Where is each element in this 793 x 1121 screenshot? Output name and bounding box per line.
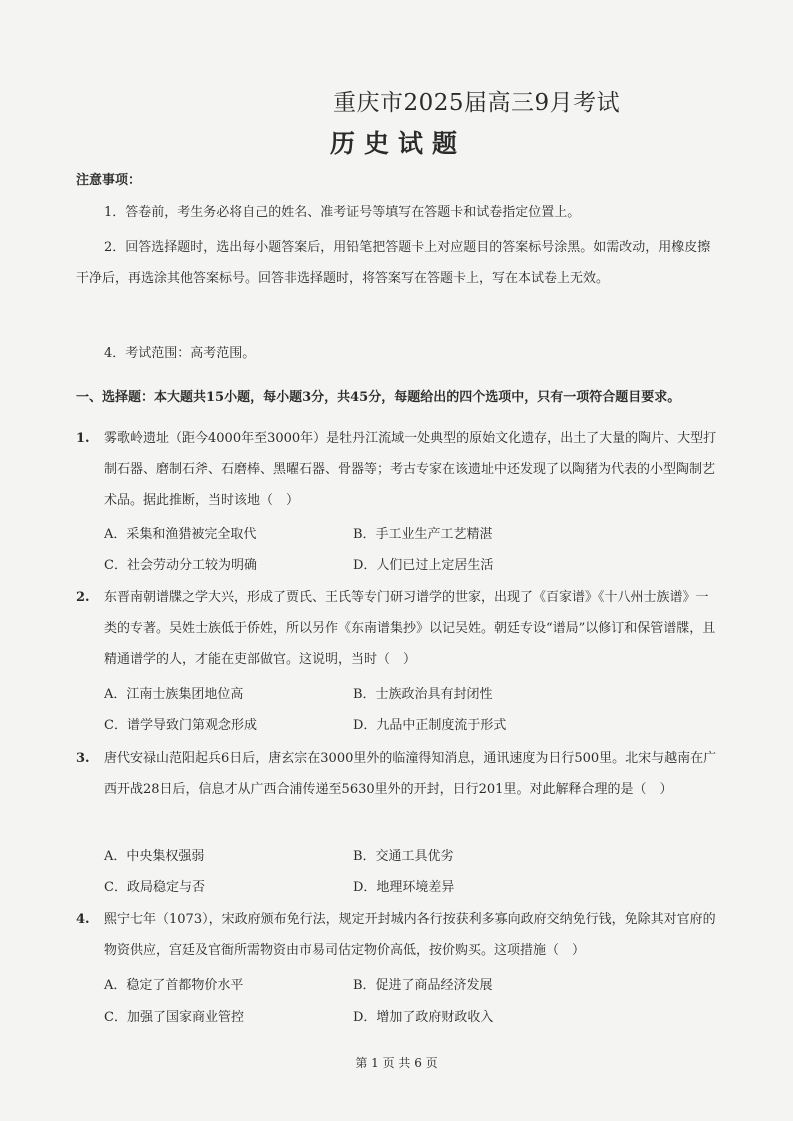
option-b: B．手工业生产工艺精湛 (353, 527, 493, 542)
option-c: C．谱学导致门第观念形成 (104, 718, 257, 733)
section-heading: 一、选择题：本大题共15小题，每小题3分，共45分，每题给出的四个选项中，只有一项符合题目要求。 (76, 390, 681, 405)
question-stem: 雾歌岭遗址（距今4000年至3000年）是牡丹江流域一处典型的原始文化遗存，出土了大量的陶片、大型打制石器、磨制石斧、石磨棒、黑曜石器、骨器等；考古专家在该遗址中还发现了以陶猪为代表的小型陶制艺术品。据此推断，当时该地（ ） (104, 431, 717, 508)
option-a: A．中央集权强弱 (104, 849, 205, 864)
notice-heading: 注意事项： (76, 173, 142, 188)
exam-subject-title: 历史试题 (330, 129, 467, 158)
question-stem: 唐代安禄山范阳起兵6日后，唐玄宗在3000里外的临潼得知消息，通讯速度为日行500里。北宋与越南在广西开战28日后，信息才从广西合浦传递至5630里外的开封，日行201里。对此解释合理的是（ ） (104, 751, 717, 797)
option-d: D．增加了政府财政收入 (353, 1010, 494, 1025)
option-d: D．人们已过上定居生活 (353, 558, 494, 573)
notice-item-4: 4．考试范围：高考范围。 (104, 346, 256, 361)
question-number: 3. (76, 751, 90, 766)
option-d: D．九品中正制度流于形式 (353, 718, 507, 733)
option-c: C．社会劳动分工较为明确 (104, 558, 257, 573)
question-number: 4. (76, 912, 90, 927)
option-b: B．交通工具优劣 (353, 849, 454, 864)
option-a: A．江南士族集团地位高 (104, 687, 244, 702)
option-c: C．政局稳定与否 (104, 880, 205, 895)
question-number: 2. (76, 590, 90, 605)
option-d: D．地理环境差异 (353, 880, 455, 895)
option-a: A．采集和渔猎被完全取代 (104, 527, 257, 542)
question-number: 1. (76, 431, 90, 446)
option-a: A．稳定了首都物价水平 (104, 978, 244, 993)
page-footer: 第 1 页 共 6 页 (355, 1056, 438, 1070)
option-b: B．促进了商品经济发展 (353, 978, 493, 993)
question-stem: 东晋南朝谱牒之学大兴，形成了贾氏、王氏等专门研习谱学的世家，出现了《百家谱》《十八州士族谱》一类的专著。吴姓士族低于侨姓，所以另作《东南谱集抄》以记吴姓。朝廷专设“谱局”以修订和保管谱牒，且精通谱学的人，才能在吏部做官。这说明，当时（ ） (104, 590, 716, 667)
notice-item-2: 2．回答选择题时，选出每小题答案后，用铅笔把答题卡上对应题目的答案标号涂黑。如需改动，用橡皮擦干净后，再选涂其他答案标号。回答非选择题时，将答案写在答题卡上，写在本试卷上无效。 (76, 240, 711, 286)
question-stem: 熙宁七年（1073），宋政府颁布免行法，规定开封城内各行按获利多寡向政府交纳免行钱，免除其对官府的物资供应，宫廷及官衙所需物资由市易司估定物价高低，按价购买。这项措施（ ） (104, 912, 716, 958)
option-c: C．加强了国家商业管控 (104, 1010, 244, 1025)
exam-title: 重庆市2025届高三9月考试 (333, 90, 621, 116)
notice-item-1: 1．答卷前，考生务必将自己的姓名、准考证号等填写在答题卡和试卷指定位置上。 (104, 205, 581, 220)
option-b: B．士族政治具有封闭性 (353, 687, 493, 702)
